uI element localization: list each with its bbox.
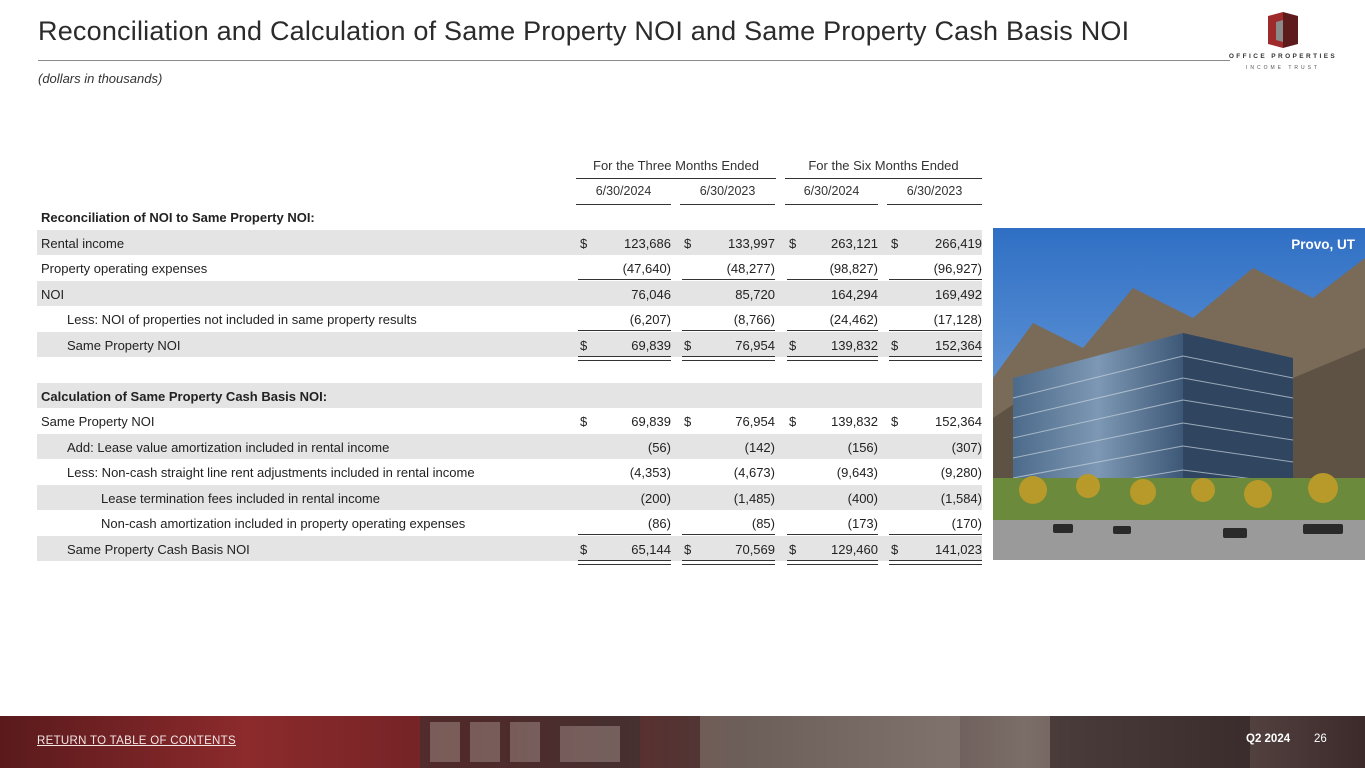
table-cell bbox=[887, 332, 982, 357]
cell-value: (24,462) bbox=[829, 312, 878, 327]
cell-value: 169,492 bbox=[935, 286, 982, 302]
table-cell bbox=[680, 510, 775, 535]
table-row bbox=[37, 408, 982, 433]
row-label: Lease termination fees included in rental income bbox=[101, 490, 380, 506]
table-cell bbox=[576, 485, 671, 510]
cell-value: 69,839 bbox=[631, 337, 671, 353]
logo-subtitle: INCOME TRUST bbox=[1246, 65, 1320, 71]
cell-underline bbox=[889, 560, 982, 561]
cell-value: (47,640) bbox=[622, 261, 671, 276]
office-building-image bbox=[993, 228, 1365, 560]
currency-symbol: $ bbox=[580, 541, 588, 557]
cell-value: (1,485) bbox=[733, 490, 775, 506]
row-label: Less: NOI of properties not included in same property results bbox=[67, 312, 417, 327]
row-label: Property operating expenses bbox=[41, 261, 208, 276]
cell-value: (173) bbox=[847, 516, 878, 531]
title-divider bbox=[38, 60, 1230, 61]
table-cell bbox=[576, 332, 671, 357]
table-cell bbox=[680, 408, 775, 433]
table-cell bbox=[680, 306, 775, 331]
cell-value: 65,144 bbox=[631, 541, 671, 557]
table-cell bbox=[576, 459, 671, 484]
table-cell bbox=[576, 536, 671, 561]
cell-value: (48,277) bbox=[726, 261, 775, 276]
table-cell bbox=[785, 434, 878, 459]
table-cell bbox=[887, 536, 982, 561]
table-cell bbox=[887, 459, 982, 484]
currency-symbol: $ bbox=[789, 337, 797, 353]
currency-symbol: $ bbox=[684, 541, 692, 557]
page-title: Reconciliation and Calculation of Same Property NOI and Same Property Cash Basis NOI bbox=[38, 16, 1130, 46]
table-row bbox=[37, 434, 982, 459]
row-label: Calculation of Same Property Cash Basis NOI: bbox=[41, 388, 328, 404]
table-cell bbox=[785, 485, 878, 510]
table-cell bbox=[576, 255, 671, 280]
cell-value: 70,569 bbox=[735, 541, 775, 557]
cell-value: 141,023 bbox=[935, 541, 982, 557]
table-cell bbox=[576, 434, 671, 459]
cell-value: 263,121 bbox=[831, 235, 878, 251]
section-heading-row bbox=[37, 204, 982, 229]
cell-value: (9,280) bbox=[940, 465, 982, 480]
cell-value: (98,827) bbox=[829, 261, 878, 276]
table-cell bbox=[785, 281, 878, 306]
cell-value: (17,128) bbox=[933, 312, 982, 327]
table-cell bbox=[887, 408, 982, 433]
cell-double-underline bbox=[682, 564, 775, 565]
table-row bbox=[37, 306, 982, 331]
col-header-date: 6/30/2024 bbox=[576, 184, 671, 198]
cell-value: 123,686 bbox=[624, 235, 671, 251]
photo-location-label: Provo, UT bbox=[1291, 237, 1355, 252]
table-cell bbox=[680, 536, 775, 561]
table-row bbox=[37, 510, 982, 535]
cell-value: 69,839 bbox=[631, 414, 671, 429]
cell-value: 266,419 bbox=[935, 235, 982, 251]
row-label: NOI bbox=[41, 286, 65, 302]
units-note: (dollars in thousands) bbox=[38, 71, 163, 86]
cell-value: (4,353) bbox=[629, 465, 671, 480]
property-photo bbox=[993, 228, 1365, 560]
cell-value: 164,294 bbox=[831, 286, 878, 302]
table-cell bbox=[785, 306, 878, 331]
row-label: Reconciliation of NOI to Same Property NOI: bbox=[41, 210, 315, 225]
table-cell bbox=[785, 536, 878, 561]
cell-value: 133,997 bbox=[728, 235, 775, 251]
currency-symbol: $ bbox=[684, 337, 692, 353]
cell-value: 76,954 bbox=[735, 337, 775, 353]
table-cell bbox=[887, 281, 982, 306]
table-cell bbox=[680, 332, 775, 357]
cell-value: 139,832 bbox=[831, 414, 878, 429]
row-label: Add: Lease value amortization included in rental income bbox=[67, 439, 390, 455]
table-row bbox=[37, 485, 982, 510]
table-cell bbox=[680, 255, 775, 280]
cell-double-underline bbox=[578, 564, 671, 565]
table-cell bbox=[887, 434, 982, 459]
table-row bbox=[37, 536, 982, 561]
cell-value: (170) bbox=[951, 516, 982, 531]
cell-double-underline bbox=[889, 564, 982, 565]
table-cell bbox=[887, 510, 982, 535]
table-row bbox=[37, 230, 982, 255]
table-cell bbox=[887, 230, 982, 255]
table-row bbox=[37, 281, 982, 306]
logo-name: OFFICE PROPERTIES bbox=[1228, 53, 1338, 60]
row-label: Same Property NOI bbox=[67, 337, 181, 353]
table-cell bbox=[785, 459, 878, 484]
currency-symbol: $ bbox=[580, 414, 588, 429]
company-logo bbox=[1218, 12, 1348, 78]
cell-value: (142) bbox=[744, 439, 775, 455]
table-row bbox=[37, 459, 982, 484]
cell-value: (6,207) bbox=[629, 312, 671, 327]
table-row bbox=[37, 255, 982, 280]
logo-mark-icon bbox=[1268, 12, 1298, 48]
cell-value: 76,046 bbox=[631, 286, 671, 302]
currency-symbol: $ bbox=[684, 235, 692, 251]
cell-value: (400) bbox=[847, 490, 878, 506]
table-cell bbox=[576, 281, 671, 306]
page-number: 26 bbox=[1314, 733, 1327, 745]
table-cell bbox=[680, 434, 775, 459]
col-header-date: 6/30/2023 bbox=[887, 184, 982, 198]
cell-value: 76,954 bbox=[735, 414, 775, 429]
currency-symbol: $ bbox=[580, 235, 588, 251]
table-cell bbox=[680, 281, 775, 306]
row-label: Same Property Cash Basis NOI bbox=[67, 541, 250, 557]
currency-symbol: $ bbox=[891, 414, 899, 429]
cell-underline bbox=[787, 560, 878, 561]
header-three-months: For the Three Months Ended bbox=[576, 158, 776, 173]
cell-underline bbox=[682, 560, 775, 561]
cell-double-underline bbox=[787, 564, 878, 565]
col-header-date: 6/30/2023 bbox=[680, 184, 775, 198]
row-label: Same Property NOI bbox=[41, 414, 155, 429]
currency-symbol: $ bbox=[891, 337, 899, 353]
cell-value: (86) bbox=[647, 516, 671, 531]
row-label: Non-cash amortization included in property operating expenses bbox=[101, 516, 466, 531]
table-row bbox=[37, 357, 982, 382]
currency-symbol: $ bbox=[891, 235, 899, 251]
currency-symbol: $ bbox=[580, 337, 588, 353]
currency-symbol: $ bbox=[789, 541, 797, 557]
cell-value: (307) bbox=[951, 439, 982, 455]
cell-value: 152,364 bbox=[935, 337, 982, 353]
cell-value: (1,584) bbox=[940, 490, 982, 506]
col-header-date: 6/30/2024 bbox=[785, 184, 878, 198]
table-cell bbox=[576, 230, 671, 255]
table-cell bbox=[887, 255, 982, 280]
table-cell bbox=[680, 485, 775, 510]
cell-value: (156) bbox=[847, 439, 878, 455]
currency-symbol: $ bbox=[891, 541, 899, 557]
quarter-label: Q2 2024 bbox=[1246, 733, 1291, 745]
cell-value: (4,673) bbox=[733, 465, 775, 480]
table-cell bbox=[785, 230, 878, 255]
row-label: Rental income bbox=[41, 235, 125, 251]
table-cell bbox=[785, 510, 878, 535]
table-cell bbox=[785, 408, 878, 433]
row-label: Less: Non-cash straight line rent adjustments included in rental income bbox=[67, 465, 475, 480]
return-to-toc-link[interactable]: RETURN TO TABLE OF CONTENTS bbox=[37, 735, 236, 747]
cell-value: (9,643) bbox=[836, 465, 878, 480]
table-cell bbox=[576, 510, 671, 535]
table-cell bbox=[785, 255, 878, 280]
cell-underline bbox=[578, 560, 671, 561]
cell-value: (8,766) bbox=[733, 312, 775, 327]
currency-symbol: $ bbox=[789, 235, 797, 251]
header-six-months: For the Six Months Ended bbox=[785, 158, 982, 173]
table-cell bbox=[680, 230, 775, 255]
currency-symbol: $ bbox=[684, 414, 692, 429]
cell-value: (200) bbox=[640, 490, 671, 506]
table-cell bbox=[576, 408, 671, 433]
table-cell bbox=[576, 306, 671, 331]
table-cell bbox=[680, 459, 775, 484]
cell-value: 129,460 bbox=[831, 541, 878, 557]
cell-value: 152,364 bbox=[935, 414, 982, 429]
table-cell bbox=[887, 485, 982, 510]
cell-value: (85) bbox=[751, 516, 775, 531]
table-cell bbox=[887, 306, 982, 331]
section-heading-row bbox=[37, 383, 982, 408]
currency-symbol: $ bbox=[789, 414, 797, 429]
cell-value: 85,720 bbox=[735, 286, 775, 302]
table-cell bbox=[785, 332, 878, 357]
cell-value: (56) bbox=[647, 439, 671, 455]
cell-value: (96,927) bbox=[933, 261, 982, 276]
cell-value: 139,832 bbox=[831, 337, 878, 353]
table-row bbox=[37, 332, 982, 357]
